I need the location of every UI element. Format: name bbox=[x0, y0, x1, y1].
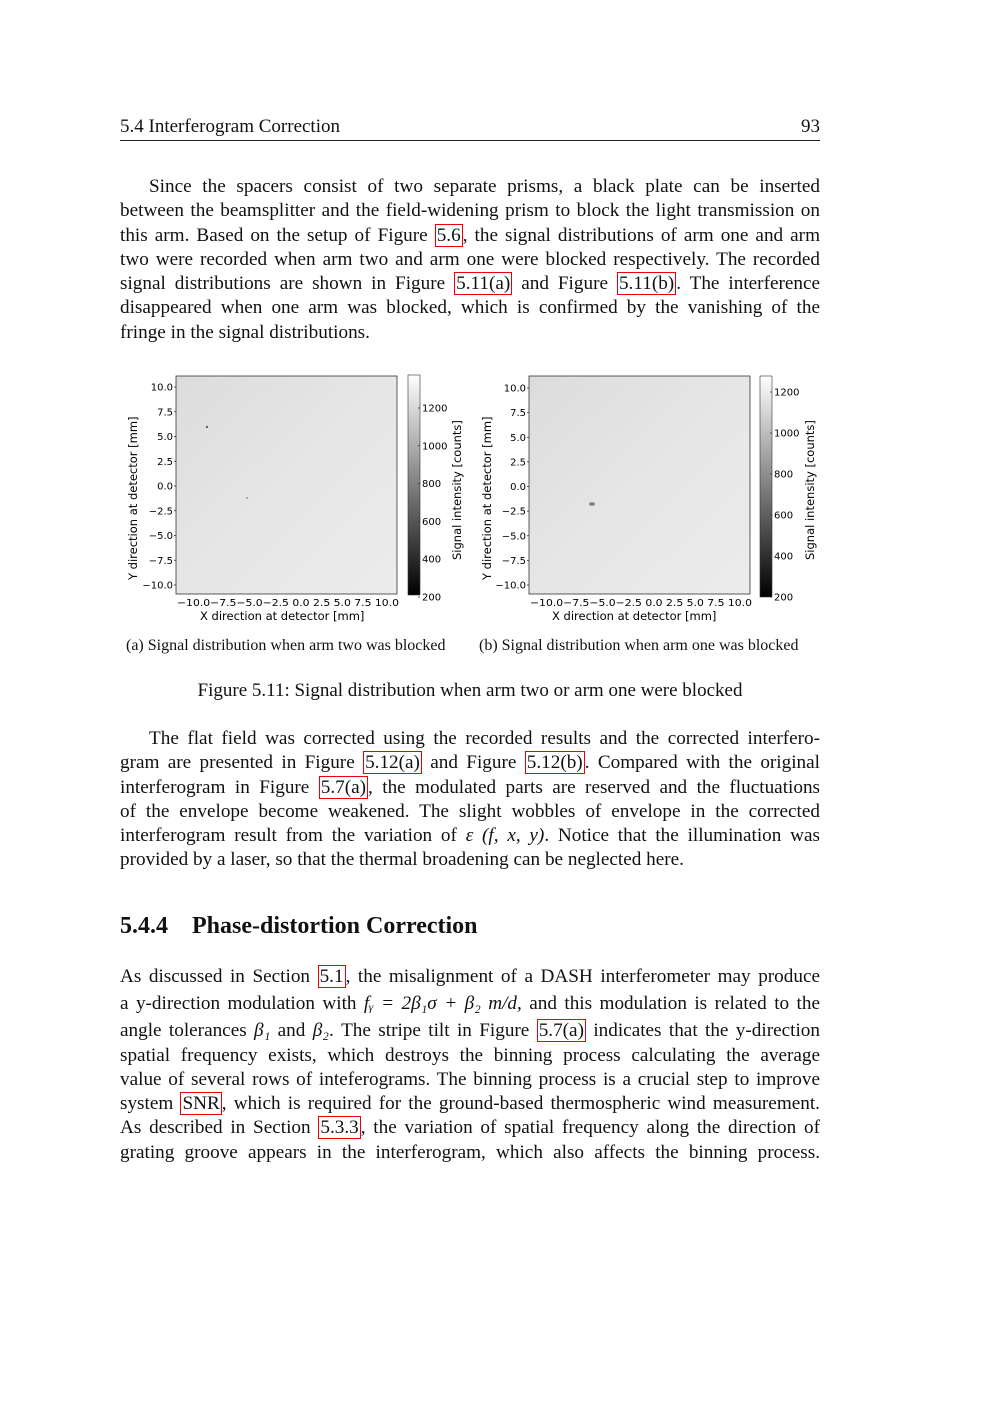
text-line: value of several rows of inteferograms. The binning process is a crucial step to improve bbox=[120, 1068, 820, 1090]
colorbar-tick-label: 800 bbox=[422, 479, 442, 491]
text-line: fringe in the signal distributions. bbox=[120, 321, 370, 343]
panel-b-colorbar-ticks bbox=[770, 388, 799, 604]
y-tick-label: −2.5 bbox=[501, 506, 526, 518]
text-line: grating groove appears in the interferogram, which also affects the binning process. bbox=[120, 1141, 820, 1163]
text-line: signal distributions are shown in Figure 5.11(a) and Figure 5.11(b) . The interference bbox=[120, 273, 821, 295]
figure-5-12a-link[interactable]: 5.12(a) bbox=[365, 752, 420, 774]
text-line: Since the spacers consist of two separate prisms, a black plate can be inserted bbox=[149, 176, 820, 197]
y-tick-label: −7.5 bbox=[148, 555, 173, 567]
y-tick-label: 0.0 bbox=[510, 482, 526, 493]
colorbar-tick-label: 800 bbox=[774, 469, 794, 481]
text-line: a y-direction modulation with fᵧ = 2β₁σ + β₂ m/d, and this modulation is related to the bbox=[120, 993, 820, 1015]
section-5-3-3-link[interactable]: 5.3.3 bbox=[320, 1117, 359, 1139]
panel-a-x-ticks: −10.0−7.5−5.0−2.5 0.0 2.5 5.0 7.5 10.0 bbox=[177, 598, 399, 609]
panel-b-image bbox=[529, 376, 750, 594]
panel-a bbox=[126, 375, 464, 623]
y-tick-label: −10.0 bbox=[142, 580, 173, 592]
figure-5-7a-link[interactable]: 5.7(a) bbox=[320, 776, 367, 798]
colorbar-tick-label: 1200 bbox=[774, 387, 800, 399]
colorbar-tick-label: 1200 bbox=[422, 403, 448, 415]
figure-5-11b-link[interactable]: 5.11(b) bbox=[618, 273, 675, 295]
y-tick-label: 7.5 bbox=[157, 407, 173, 419]
panel-a-y-ticks bbox=[142, 383, 176, 592]
panel-b-speck bbox=[589, 502, 595, 506]
y-tick-label: 5.0 bbox=[157, 432, 173, 443]
text-line: of the envelope become weakened. The slight wobbles of envelope in the corrected bbox=[120, 800, 820, 822]
panel-a-y-label: Y direction at detector [mm] bbox=[126, 416, 140, 580]
panel-b-colorbar-label: Signal intensity [counts] bbox=[803, 420, 817, 560]
section-heading bbox=[120, 913, 478, 940]
text-line: system SNR , which is required for the ground-based thermospheric wind measurement. bbox=[120, 1093, 820, 1115]
text-line: angle tolerances β₁ and β₂. The stripe tilt in Figure 5.7(a) indicates that the y-direction bbox=[120, 1020, 820, 1042]
panel-b-y-ticks bbox=[495, 384, 529, 592]
y-tick-label: 2.5 bbox=[510, 457, 526, 469]
panel-b-x-ticks: −10.0−7.5−5.0−2.5 0.0 2.5 5.0 7.5 10.0 bbox=[530, 598, 752, 609]
subcaption-b: (b) Signal distribution when arm one was blocked bbox=[479, 637, 799, 654]
y-tick-label: 7.5 bbox=[510, 408, 526, 420]
text-line: interferogram result from the variation of ε (f, x, y). Notice that the illumination was bbox=[120, 825, 820, 847]
panel-b-x-label: X direction at detector [mm] bbox=[552, 609, 717, 623]
y-tick-label: −10.0 bbox=[495, 580, 526, 592]
panel-a-colorbar-ticks bbox=[418, 404, 447, 604]
panel-a-colorbar-label: Signal intensity [counts] bbox=[450, 420, 464, 560]
y-tick-label: 10.0 bbox=[150, 382, 173, 394]
y-tick-label: −5.0 bbox=[501, 531, 526, 543]
figure-caption: Figure 5.11: Signal distribution when arm two or arm one were blocked bbox=[197, 680, 743, 701]
panel-a-speck bbox=[206, 426, 208, 428]
text-line: interferogram in Figure 5.7(a) , the modulated parts are reserved and the fluctuations bbox=[120, 776, 821, 798]
figure-5-6-link[interactable]: 5.6 bbox=[436, 224, 461, 246]
figure-5-7a-link[interactable]: 5.7(a) bbox=[538, 1020, 584, 1042]
colorbar-tick-label: 1000 bbox=[422, 441, 448, 453]
y-tick-label: 10.0 bbox=[503, 383, 526, 395]
running-header bbox=[120, 114, 820, 141]
section-5-1-link[interactable]: 5.1 bbox=[319, 966, 344, 987]
colorbar-tick-label: 400 bbox=[774, 551, 794, 563]
y-tick-label: −5.0 bbox=[148, 531, 173, 542]
running-header-section: 5.4 Interferogram Correction bbox=[120, 116, 340, 137]
text-line: disappeared when one arm was blocked, which is confirmed by the vanishing of the bbox=[120, 297, 820, 319]
y-tick-label: 5.0 bbox=[510, 432, 526, 444]
subcaption-a: (a) Signal distribution when arm two was blocked bbox=[126, 637, 446, 654]
text-line: between the beamsplitter and the field-widening prism to block the light transmission on bbox=[120, 200, 820, 222]
text-line: this arm. Based on the setup of Figure 5.6 , the signal distributions of arm one and arm bbox=[120, 224, 820, 246]
figure-5-11a-link[interactable]: 5.11(a) bbox=[456, 273, 511, 295]
y-tick-label: −7.5 bbox=[501, 555, 526, 567]
text-line: spatial frequency exists, which destroys the binning process calculating the average bbox=[120, 1044, 820, 1066]
y-tick-label: 0.0 bbox=[157, 481, 173, 493]
y-tick-label: 2.5 bbox=[157, 456, 173, 468]
colorbar-tick-label: 200 bbox=[774, 592, 794, 604]
text-line: two were recorded when arm two and arm one were blocked respectively. The recorded bbox=[120, 248, 820, 270]
panel-a-x-label: X direction at detector [mm] bbox=[200, 609, 365, 623]
figure-5-11-plots bbox=[120, 370, 820, 635]
panel-b bbox=[480, 376, 817, 623]
page-number: 93 bbox=[801, 116, 820, 137]
colorbar-tick-label: 1000 bbox=[774, 428, 800, 440]
snr-link[interactable]: SNR bbox=[182, 1093, 220, 1115]
fy-formula: fᵧ = 2β₁σ + β₂ m/d bbox=[363, 993, 518, 1015]
text-line: provided by a laser, so that the thermal broadening can be neglected here. bbox=[120, 849, 684, 871]
panel-a-speck bbox=[246, 497, 248, 499]
text-line: As described in Section 5.3.3 , the variation of spatial frequency along the direction of bbox=[120, 1117, 820, 1139]
panel-b-y-label: Y direction at detector [mm] bbox=[480, 416, 494, 580]
colorbar-tick-label: 200 bbox=[422, 592, 442, 604]
colorbar-tick-label: 600 bbox=[422, 516, 442, 528]
panel-b-colorbar bbox=[760, 376, 772, 597]
section-title: Phase-distortion Correction bbox=[192, 913, 478, 939]
paragraph-phase bbox=[120, 965, 820, 1165]
epsilon-expression: ε (f, x, y) bbox=[465, 825, 545, 847]
panel-a-image bbox=[176, 376, 397, 594]
figure-5-11 bbox=[120, 370, 820, 635]
colorbar-tick-label: 400 bbox=[422, 554, 442, 566]
text-line: The flat field was corrected using the recorded results and the corrected interfero- bbox=[149, 728, 820, 749]
figure-5-12b-link[interactable]: 5.12(b) bbox=[526, 752, 583, 774]
text-line: gram are presented in Figure 5.12(a) and Figure 5.12(b) . Compared with the original bbox=[120, 752, 820, 774]
text-line: As discussed in Section 5.1 , the misalignment of a DASH interferometer may produce bbox=[120, 966, 820, 987]
paragraph-intro bbox=[120, 175, 820, 345]
colorbar-tick-label: 600 bbox=[774, 510, 794, 522]
paragraph-correction bbox=[120, 727, 820, 873]
y-tick-label: −2.5 bbox=[148, 506, 173, 518]
section-number: 5.4.4 bbox=[120, 913, 168, 939]
